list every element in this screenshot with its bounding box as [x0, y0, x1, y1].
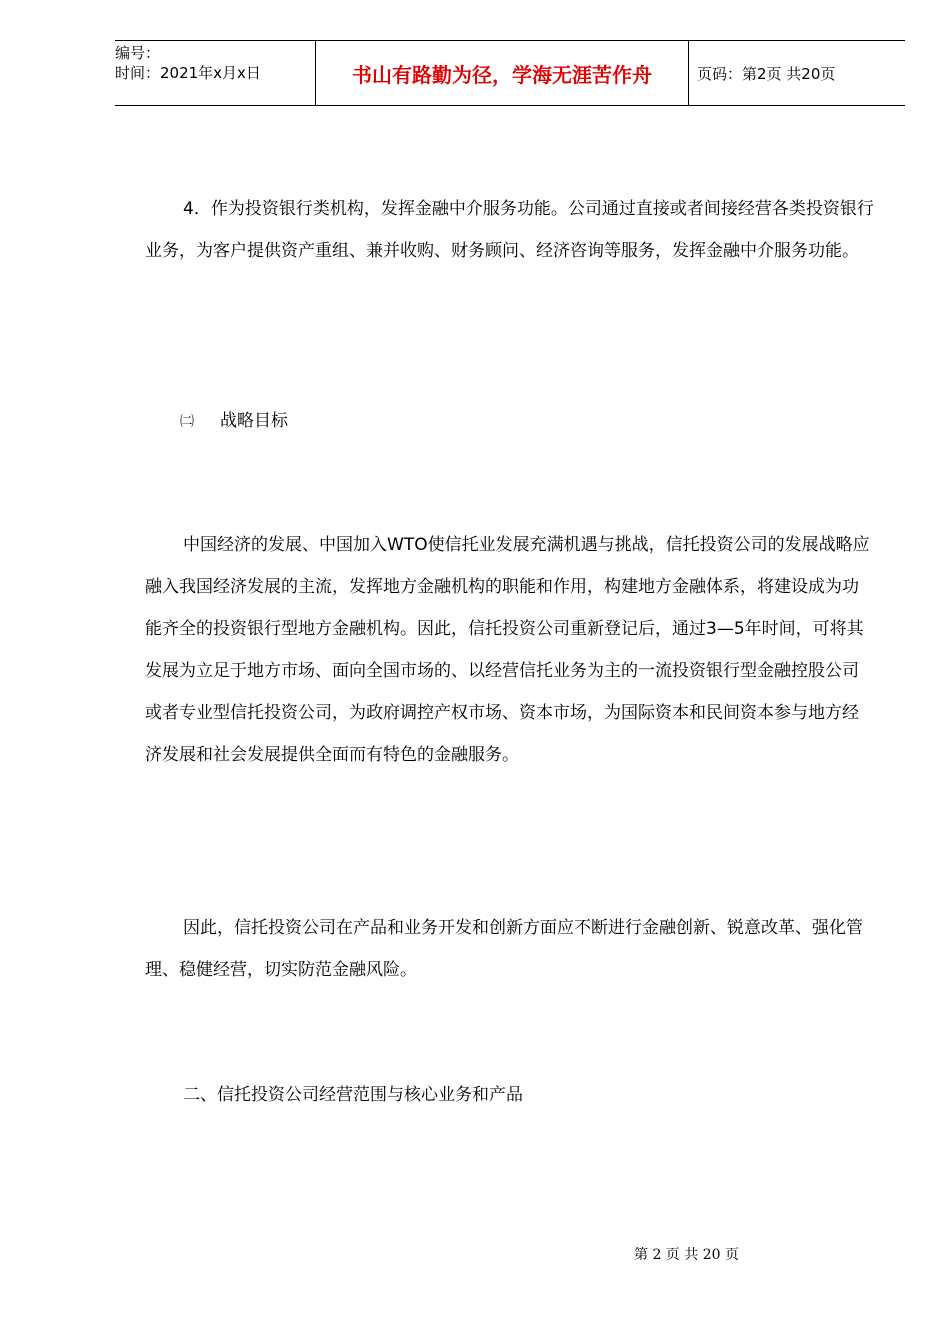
- page-footer: 第 2 页 共 20 页: [634, 1247, 739, 1263]
- number-label: 编号：: [115, 44, 161, 62]
- page-header: [115, 40, 905, 106]
- heading-number: ㈡: [180, 414, 194, 430]
- header-meta: [115, 41, 315, 105]
- section-heading-strategy: [180, 409, 288, 434]
- section-heading-business-scope: 二、信托投资公司经营范围与核心业务和产品: [183, 1085, 523, 1105]
- paragraph-strategy-goals: [145, 524, 875, 776]
- header-motto: 书山有路勤为径，学海无涯苦作舟: [315, 41, 689, 105]
- paragraph-innovation: [145, 907, 875, 991]
- paragraph-text: 因此，信托投资公司在产品和业务开发和创新方面应不断进行金融创新、锐意改革、强化管理、稳健经营，切实防范金融风险。: [145, 918, 863, 980]
- header-page-label: 页码：第2页 共20页: [697, 64, 836, 83]
- paragraph-text: 中国经济的发展、中国加入WTO使信托业发展充满机遇与挑战，信托投资公司的发展战略应融入我国经济发展的主流，发挥地方金融机构的职能和作用，构建地方金融体系，将建设成为功能齐全的投资银行型地方金融机构。因此，信托投资公司重新登记后，通过3—5年时间，可将其发展为立足于地方市场、面向全国市场的、以经营信托业务为主的一流投资银行型金融控股公司或者专业型信托投资公司，为政府调控产权市场、资本市场，为国际资本和民间资本参与地方经济发展和社会发展提供全面而有特色的金融服务。: [145, 535, 870, 765]
- paragraph-investment-banking: [145, 188, 875, 272]
- paragraph-text: 4．作为投资银行类机构，发挥金融中介服务功能。公司通过直接或者间接经营各类投资银行业务，为客户提供资产重组、兼并收购、财务顾问、经济咨询等服务，发挥金融中介服务功能。: [145, 199, 874, 261]
- date-label: 时间：2021年x月x日: [115, 64, 261, 82]
- heading-text: 战略目标: [220, 411, 288, 431]
